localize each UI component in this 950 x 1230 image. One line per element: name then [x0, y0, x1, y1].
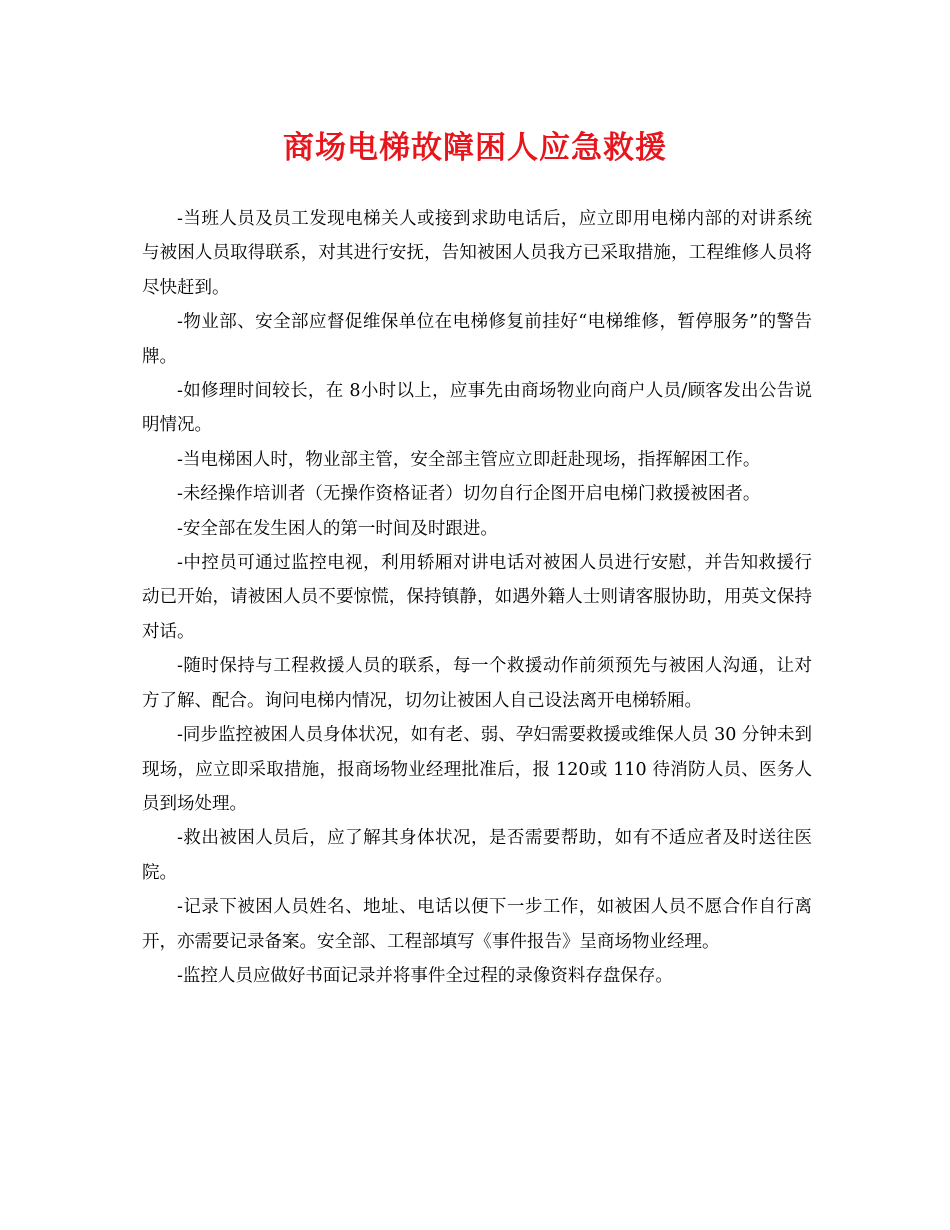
- document-title: 商场电梯故障困人应急救援: [283, 130, 667, 166]
- paragraph: -未经操作培训者（无操作资格证者）切勿自行企图开启电梯门救援被困者。: [177, 484, 761, 505]
- paragraph: -如修理时间较长，在 8小时以上，应事先由商场物业向商户人员/顾客发出公告说明情况。: [142, 381, 812, 436]
- paragraph: -同步监控被困人员身体状况，如有老、弱、孕妇需要救援或维保人员 30 分钟未到现场，应立即采取措施，报商场物业经理批准后，报 120或 110 待消防人员、医务人员到场处理。: [142, 725, 812, 814]
- paragraph: -救出被困人员后，应了解其身体状况，是否需要帮助，如有不适应者及时送往医院。: [142, 828, 812, 883]
- paragraph: -安全部在发生困人的第一时间及时跟进。: [177, 518, 498, 539]
- paragraph: -记录下被困人员姓名、地址、电话以便下一步工作，如被困人员不愿合作自行离开，亦需要记录备案。安全部、工程部填写《事件报告》呈商场物业经理。: [142, 897, 812, 952]
- paragraph: -随时保持与工程救援人员的联系，每一个救援动作前须预先与被困人沟通，让对方了解、配合。询问电梯内情况，切勿让被困人自己设法离开电梯轿厢。: [142, 656, 812, 711]
- document-body: [142, 202, 812, 993]
- paragraph: -中控员可通过监控电视，利用轿厢对讲电话对被困人员进行安慰，并告知救援行动已开始，请被困人员不要惊慌，保持镇静，如遇外籍人士则请客服协助，用英文保持对话。: [142, 553, 812, 642]
- paragraph: -当班人员及员工发现电梯关人或接到求助电话后，应立即用电梯内部的对讲系统与被困人员取得联系，对其进行安抚，告知被困人员我方已采取措施，工程维修人员将尽快赶到。: [142, 209, 812, 298]
- paragraph: -监控人员应做好书面记录并将事件全过程的录像资料存盘保存。: [177, 965, 673, 986]
- paragraph: -当电梯困人时，物业部主管，安全部主管应立即赶赴现场，指挥解困工作。: [177, 449, 761, 470]
- paragraph: -物业部、安全部应督促维保单位在电梯修复前挂好“电梯维修，暂停服务”的警告牌。: [142, 312, 812, 367]
